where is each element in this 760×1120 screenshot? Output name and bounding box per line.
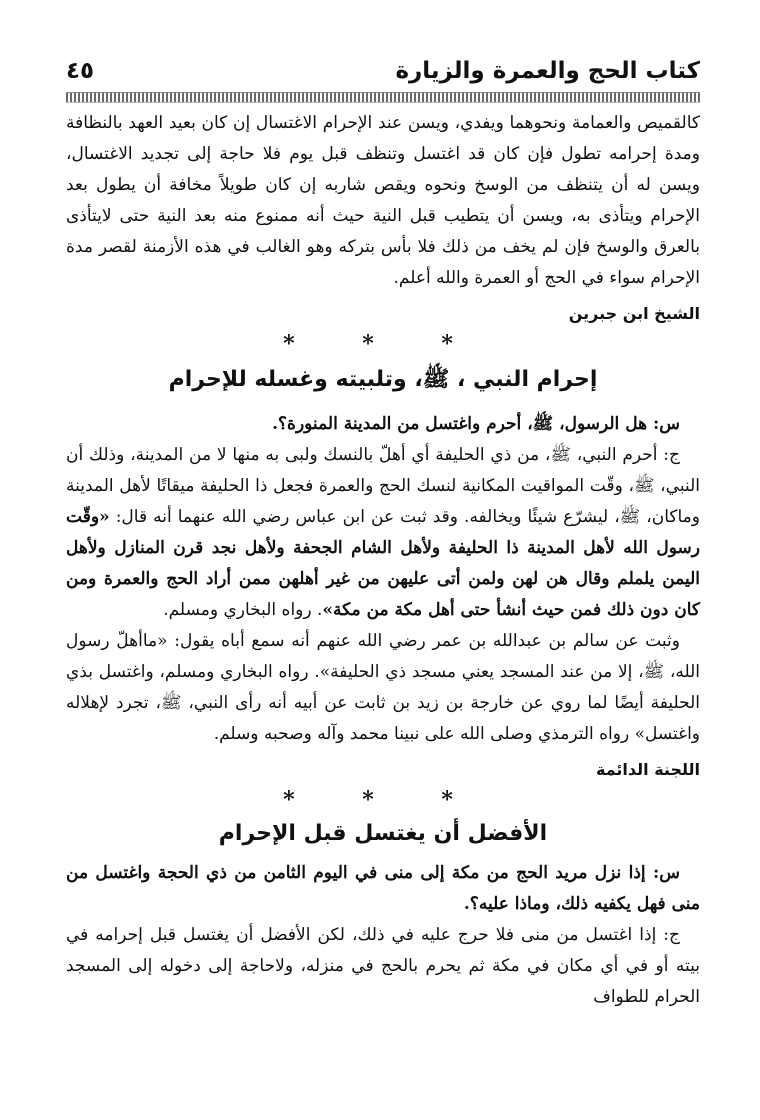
section-separator-2: * * * [283,787,483,813]
answer-1-intro: ج: أحرم النبي، ﷺ، من ذي الحليفة أي أهلّ بالنسك ولبى به منها لا من المدينة، وذلك أن النبي، ﷺ، وقّت المواقيت المكانية لنسك الحج والعمرة فجعل ذا الحليفة ميقاتًا لأهل المدينة وماكان، ﷺ، ليشرّع شيئًا ويخالفه. وقد ثبت عن ابن عباس رضي الله عنهما أنه قال: [66,445,700,527]
answer-2: ج: إذا اغتسل من منى فلا حرج عليه في ذلك، لكن الأفضل أن يغتسل قبل إحرامه في بيته أو في أي مكان في مكة ثم يحرم بالحج في منزله، ولاحاجة إلى دخوله إلى المسجد الحرام للطواف [66,925,700,1007]
section-separator: * * * [283,331,483,357]
running-title: كتاب الحج والعمرة والزيارة [395,58,700,84]
section-heading-ghusl: الأفضل أن يغتسل قبل الإحرام [218,821,548,846]
question-2: س: إذا نزل مريد الحج من مكة إلى منى في اليوم الثامن من ذي الحجة واغتسل من منى فهل يكفيه ذلك، وماذا عليه؟. [66,863,700,914]
answer-1-source: . رواه البخاري ومسلم. [163,600,323,620]
answer-1-continued: وثبت عن سالم بن عبدالله بن عمر رضي الله عنهم أنه سمع أباه يقول: «ماأهلّ رسول الله، ﷺ، إلا من عند المسجد يعني مسجد ذي الحليفة». رواه البخاري ومسلم، واغتسل بذي الحليفة أيضًا لما روي عن خارجة بن زيد بن ثابت عن أبيه أنه رأى النبي، ﷺ، تجرد لإهلاله واغتسل» رواه الترمذي وصلى الله على نبينا محمد وآله وصحبه وسلم. [66,631,700,744]
opening-paragraph: كالقميص والعمامة ونحوهما ويفدي، ويسن عند الإحرام الاغتسال إن كان بعيد العهد بالنظافة ومدة إحرامه تطول فإن كان قد اغتسل وتنظف قبل يوم فلا حاجة إلى تجديد الاغتسال، ويسن له أن يتنظف من الوسخ ونحوه ويقص شاربه إن كان طويلاً مخافة أن يطول بعد الإحرام ويتأذى به، ويسن أن يتطيب قبل النية حيث أنه ممنوع منه بعد النية حتى لايتأذى بالعرق والوسخ فإن لم يخف من ذلك فلا بأس بتركه وهو الغالب في هذه الأزمنة لقصر مدة الإحرام سواء في الحج أو العمرة والله أعلم. [66,113,700,288]
page-number: ٤٥ [66,58,95,84]
question-1: س: هل الرسول، ﷺ، أحرم واغتسل من المدينة المنورة؟. [272,414,680,434]
page-body [66,108,700,1013]
answer-1-hadith: «وقّت رسول الله لأهل المدينة ذا الحليفة ولأهل الشام الجحفة ولأهل نجد قرن المنازل ولأهل اليمن يلملم وقال هن لهن ولمن أتى عليهن من غير أهلهن ممن أراد الحج والعمرة ومن كان دون ذلك فمن حيث أنشأ حتى أهل مكة من مكة» [66,507,700,620]
section-heading-ihram: إحرام النبي ، ﷺ، وتلبيته وغسله للإحرام [168,367,598,392]
header-rule [66,92,700,103]
answer-1 [66,440,700,626]
signature-permanent-committee: اللجنة الدائمة [595,760,700,779]
signature-ibn-jibreen: الشيخ ابن جبرين [568,304,700,323]
page-header [66,50,700,92]
